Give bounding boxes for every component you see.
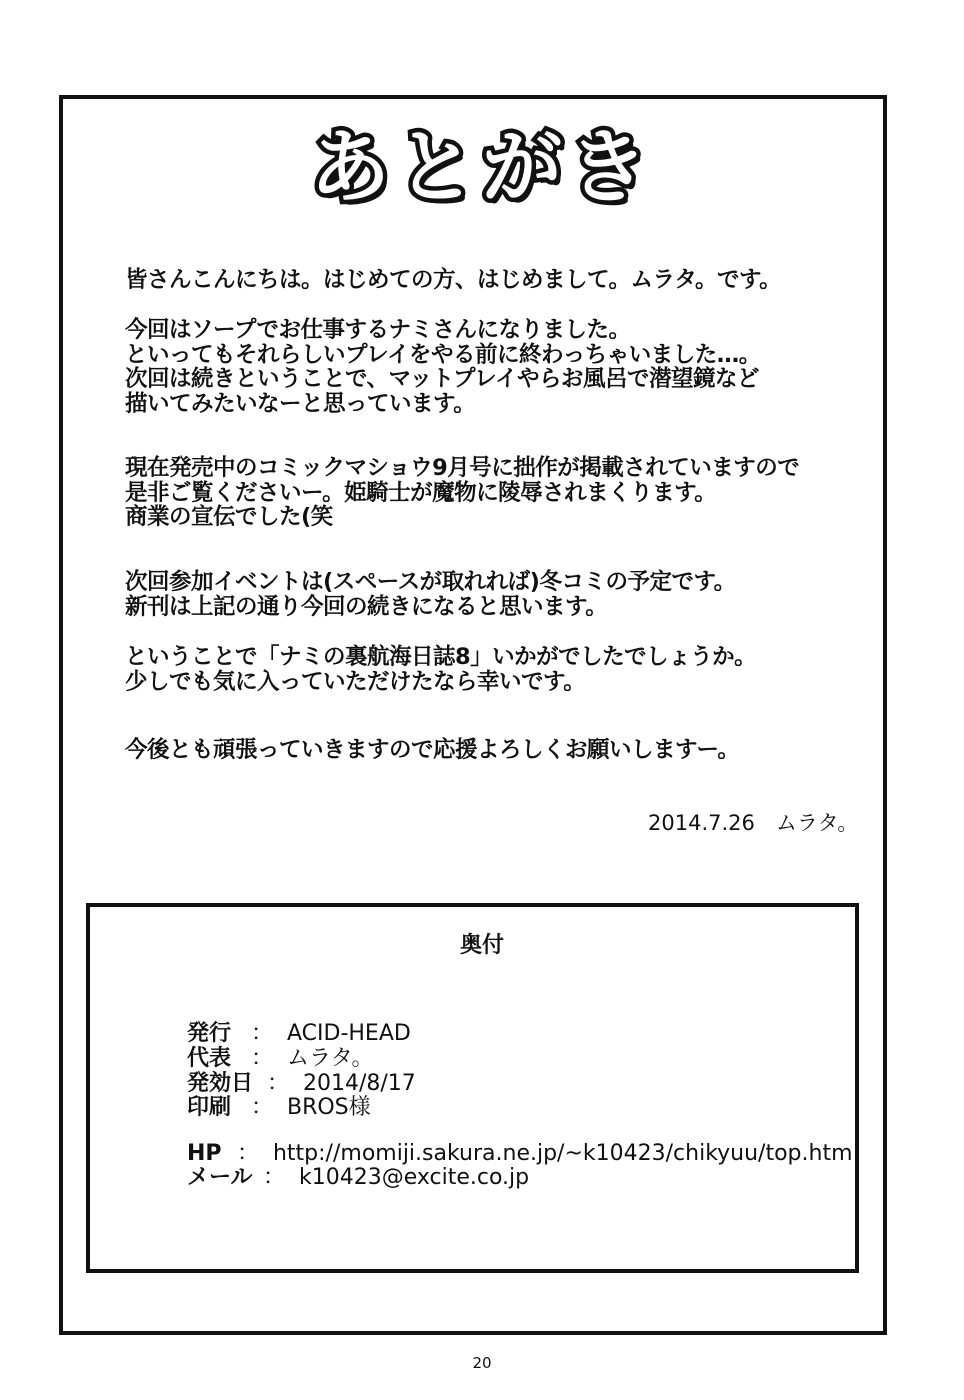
publisher-row [187, 1022, 411, 1046]
event-paragraph: 次回参加イベントは(スペースが取れれば)冬コミの予定です。 新刊は上記の通り今回の続きになると思います。 [125, 569, 736, 620]
homepage-row [187, 1142, 853, 1166]
representative-row [187, 1047, 373, 1071]
issue-date-row [187, 1072, 416, 1096]
issue-date-label: 発効日 [187, 1071, 254, 1096]
story-paragraph: 今回はソープでお仕事するナミさんになりました。 といってもそれらしいプレイをやる前に終わっちゃいました…。 次回は続きということで、マットプレイやらお風呂で潜望鏡など 描いてみたいなーと思っています。 [125, 317, 761, 417]
thanks-paragraph: 今後とも頑張っていきますので応援よろしくお願いしますー。 [125, 737, 740, 763]
mail-address: ： k10423@excite.co.jp [263, 1165, 530, 1190]
printer-row [187, 1096, 371, 1120]
printer-label: 印刷 [187, 1095, 232, 1120]
date-signature: 2014.7.26 ムラタ。 [648, 811, 859, 835]
afterword-title: あとがき [310, 121, 654, 214]
issue-date-value: ： 2014/8/17 [267, 1071, 416, 1096]
homepage-label: HP [187, 1141, 222, 1166]
closing-paragraph: ということで「ナミの裏航海日誌8」いかがでしたでしょうか。 少しでも気に入っていただけたなら幸いです。 [125, 644, 757, 695]
greeting-paragraph: 皆さんこんにちは。はじめての方、はじめまして。ムラタ。です。 [125, 267, 782, 293]
printer-value: ： BROS様 [251, 1095, 371, 1120]
publisher-value: ： ACID-HEAD [251, 1021, 411, 1046]
mail-label: メール [187, 1165, 253, 1190]
publisher-label: 発行 [187, 1021, 232, 1046]
representative-label: 代表 [187, 1046, 232, 1071]
colophon-title: 奥付 [459, 933, 504, 958]
representative-value: ： ムラタ。 [251, 1046, 374, 1071]
homepage-url: ： http://momiji.sakura.ne.jp/~k10423/chikyuu/top.htm [237, 1141, 853, 1166]
promotion-paragraph: 現在発売中のコミックマショウ9月号に拙作が掲載されていますので 是非ご覧くださいー。姫騎士が魔物に陵辱されまくります。 商業の宣伝でした(笑 [125, 455, 800, 530]
page-number: 20 [472, 1354, 492, 1372]
mail-row [187, 1166, 529, 1190]
